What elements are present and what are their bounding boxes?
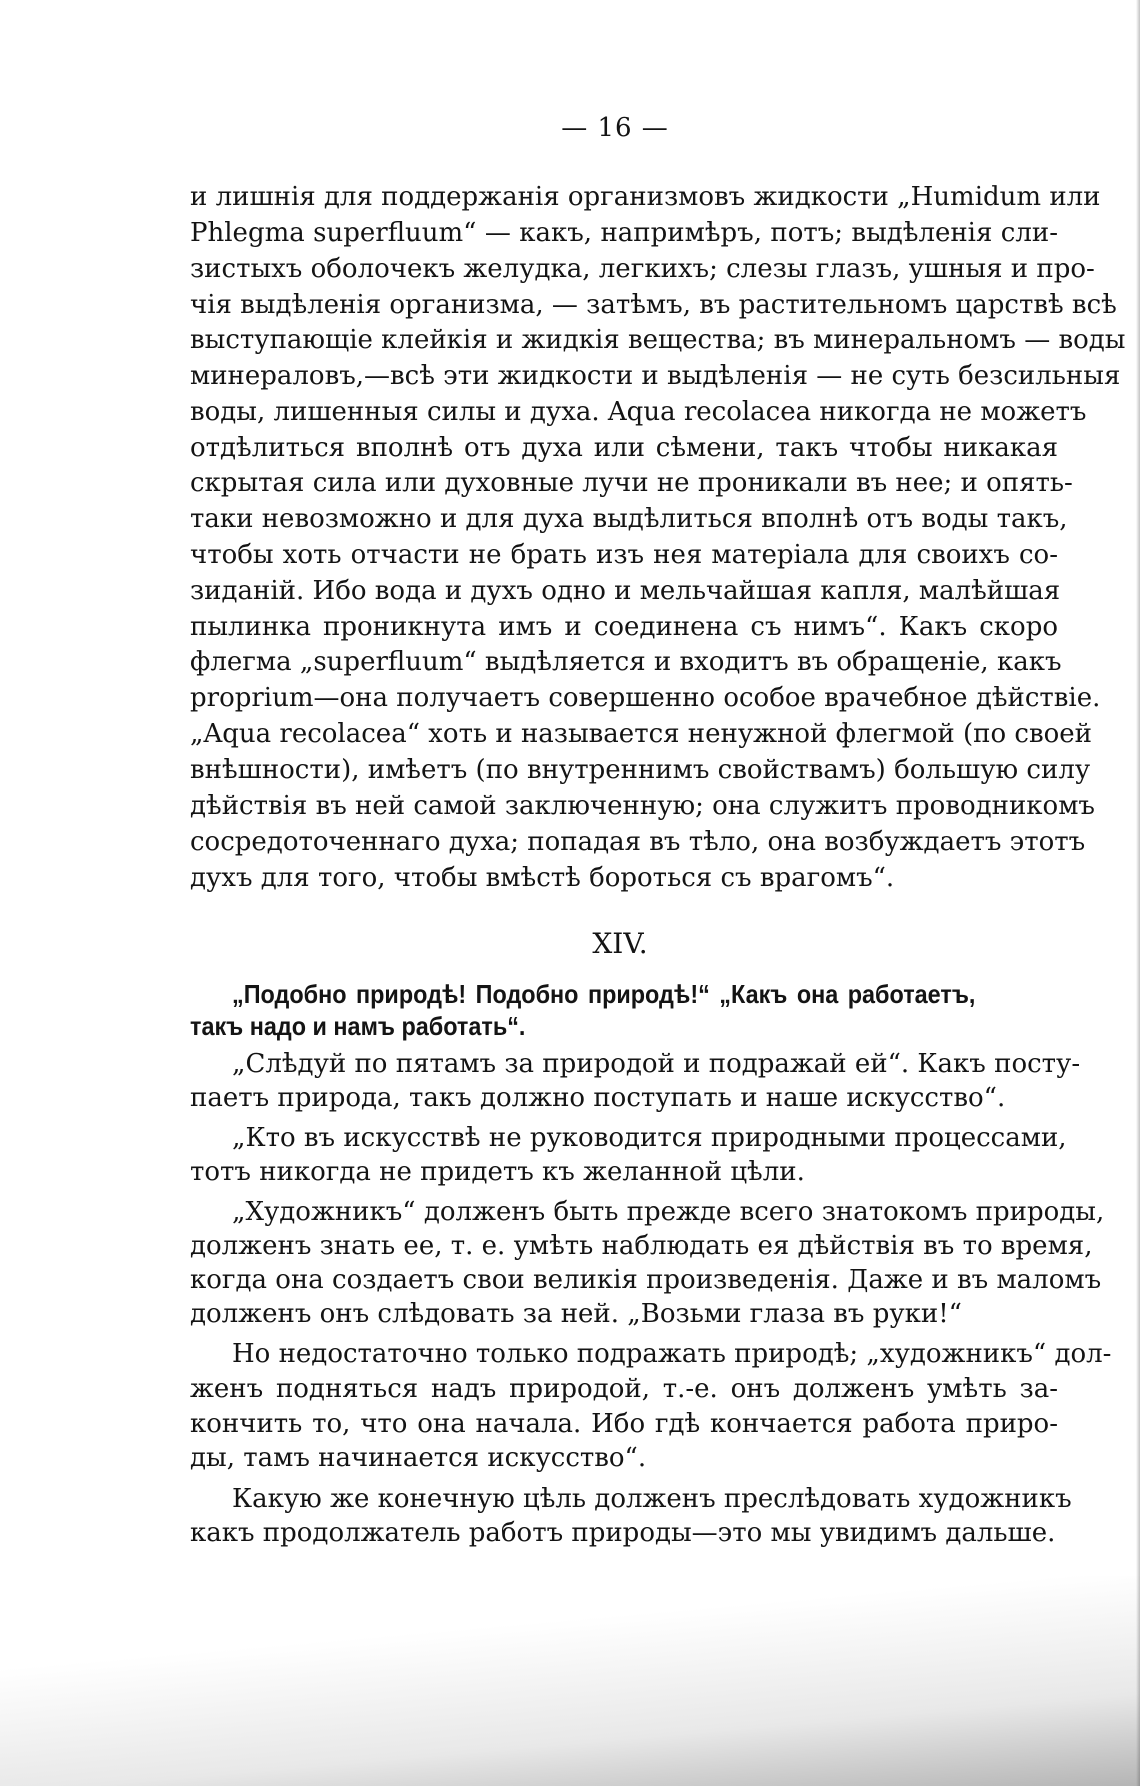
scan-edge [1136, 0, 1140, 1786]
text-line: отдѣлиться вполнѣ отъ духа или сѣмени, такъ чтобы никакая [190, 433, 1058, 463]
text-line: когда она создаетъ свои великія произведенія. Даже и въ маломъ [190, 1265, 1102, 1295]
text-line: тотъ никогда не придетъ къ желанной цѣли. [190, 1157, 805, 1187]
text-line: „Кто въ искусствѣ не руководится природными процессами, [232, 1123, 1067, 1153]
text-line: „Художникъ“ долженъ быть прежде всего знатокомъ природы, [232, 1197, 1105, 1227]
text-line: паетъ природа, такъ должно поступать и наше искусство“. [190, 1083, 1006, 1113]
text-line: и лишнія для поддержанія организмовъ жидкости „Humidum или [190, 182, 1101, 212]
text-line: дѣйствія въ ней самой заключенную; она служитъ проводникомъ [190, 791, 1095, 821]
text-line: ды, тамъ начинается искусство“. [190, 1443, 647, 1473]
text-line: долженъ онъ слѣдовать за ней. „Возьми глаза въ руки!“ [190, 1299, 962, 1329]
text-line: „Aqua recolacea“ хоть и называется ненужной флегмой (по своей [190, 719, 1092, 749]
text-line: proprium—она получаетъ совершенно особое врачебное дѣйствіе. [190, 683, 1101, 713]
scan-shadow [0, 1576, 1140, 1786]
text-line: пылинка проникнута имъ и соединена съ нимъ“. Какъ скоро [190, 612, 1058, 642]
text-line: духъ для того, чтобы вмѣстѣ бороться съ врагомъ“. [190, 863, 895, 893]
text-line: чтобы хоть отчасти не брать изъ нея матеріала для своихъ со- [190, 540, 1058, 570]
text-line: „Слѣдуй по пятамъ за природой и подражай ей“. Какъ посту- [232, 1049, 1081, 1079]
text-line: Какую же конечную цѣль долженъ преслѣдовать художникъ [232, 1484, 1072, 1514]
text-line: чія выдѣленія организма, — затѣмъ, въ растительномъ царствѣ всѣ [190, 290, 1117, 320]
text-line: выступающіе клейкія и жидкія вещества; въ минеральномъ — воды [190, 325, 1126, 355]
section-heading: „Подобно природѣ! Подобно природѣ!“ „Какъ она работаетъ, [232, 979, 976, 1009]
page-number: — 16 — [561, 113, 669, 143]
text-line: кончить то, что она начала. Ибо гдѣ кончается работа приро- [190, 1409, 1058, 1439]
text-line: воды, лишенныя силы и духа. Aqua recolacea никогда не можетъ [190, 397, 1087, 427]
text-line: сосредоточеннаго духа; попадая въ тѣло, она возбуждаетъ этотъ [190, 827, 1086, 857]
section-number: XIV. [592, 927, 648, 960]
text-line: скрытая сила или духовные лучи не проникали въ нее; и опять- [190, 468, 1073, 498]
text-line: внѣшности), имѣетъ (по внутреннимъ свойствамъ) большую силу [190, 755, 1091, 785]
text-line: минераловъ,—всѣ эти жидкости и выдѣленія — не суть безсильныя [190, 361, 1121, 391]
text-line: какъ продолжатель работъ природы—это мы увидимъ дальше. [190, 1518, 1056, 1548]
section-heading: такъ надо и намъ работать“. [190, 1011, 526, 1041]
text-line: Phlegma superfluum“ — какъ, напримѣръ, потъ; выдѣленія сли- [190, 218, 1058, 248]
text-line: зиданій. Ибо вода и духъ одно и мельчайшая капля, малѣйшая [190, 576, 1061, 606]
text-line: долженъ знать ее, т. е. умѣть наблюдать ея дѣйствія въ то время, [190, 1231, 1093, 1261]
text-line: Но недостаточно только подражать природѣ; „художникъ“ дол- [232, 1339, 1112, 1369]
text-line: флегма „superfluum“ выдѣляется и входитъ въ обращеніе, какъ [190, 647, 1062, 677]
text-line: зистыхъ оболочекъ желудка, легкихъ; слезы глазъ, ушныя и про- [190, 254, 1095, 284]
text-line: женъ подняться надъ природой, т.-е. онъ долженъ умѣть за- [190, 1374, 1058, 1404]
text-line: таки невозможно и для духа выдѣлиться вполнѣ отъ воды такъ, [190, 504, 1068, 534]
